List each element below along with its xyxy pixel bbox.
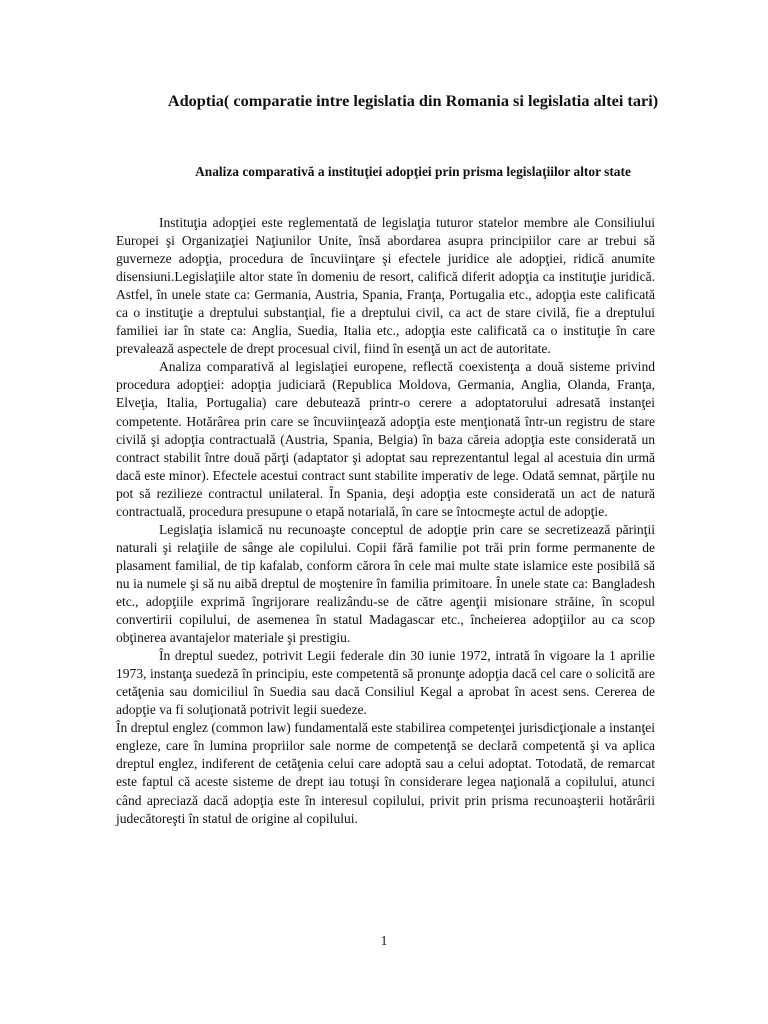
paragraph-english-law: În dreptul englez (common law) fundamentală este stabilirea competenţei jurisdicţionale a instanţei engleze, care în lumina propriilor sale norme de competenţă se declară competentă şi va aplica dreptul englez, indiferent de cetăţenia celui care adoptă sau a celui adoptat. Totodată, de remarcat este faptul că aceste sisteme de drept iau totuşi în considerare legea naţională a copilului, atunci când apreciază dacă adopţia este în interesul copilului, privit prin prisma recunoaşterii hotărârii judecătoreşti în statul de origine al copilului. bbox=[116, 720, 655, 826]
page-number: 1 bbox=[380, 933, 388, 948]
document-subtitle: Analiza comparativă a instituţiei adopţiei prin prisma legislaţiilor altor state bbox=[195, 164, 631, 179]
document-body bbox=[116, 214, 655, 828]
paragraph-european-comparison: Analiza comparativă al legislaţiei europene, reflectă coexistenţa a două sisteme privind procedura adopţiei: adopţia judiciară (Republica Moldova, Germania, Anglia, Olanda, Franţa, Elveţia, Italia, Portugalia) care debutează printr-o cerere a adoptatorului adresată instanţei competente. Hotărârea prin care se încuviinţează adopţia este menţionată într-un registru de stare civilă şi adopţia contractuală (Austria, Spania, Belgia) în baza căreia adopţia este considerată un contract stabilit între două părţi (adaptator şi adoptat sau reprezentantul legal al acestuia din urmă dacă este minor). Efectele acestui contract sunt stabilite imperativ de lege. Odată semnat, părţile nu pot să rezilieze contractul unilateral. În Spania, deşi adopţia este considerată un act de natură contractuală, procedura presupune o etapă notarială, în care se întocmeşte actul de adopţie. bbox=[116, 359, 655, 519]
paragraph-islamic-law: Legislaţia islamică nu recunoaşte conceptul de adopţie prin care se secretizează părinţii naturali şi relaţiile de sânge ale copilului. Copii fără familie pot trăi prin forme permanente de plasament familial, de tip kafalab, conform cărora în cele mai multe state islamice este posibilă să nu ia numele şi să nu aibă dreptul de moştenire în familia primitoare. În unele state ca: Bangladesh etc., adopţiile exprimă îngrijorare realizându-se de către agenţii misionare străine, în scopul convertirii copilului, de asemenea în statul Madagascar etc., încheierea adopţiilor au ca scop obţinerea avantajelor materiale şi prestigiu. bbox=[116, 521, 655, 646]
document-title: Adoptia( comparatie intre legislatia din Romania si legislatia altei tari) bbox=[167, 91, 659, 110]
paragraph-swedish-law: În dreptul suedez, potrivit Legii federale din 30 iunie 1972, intrată în vigoare la 1 aprilie 1973, instanţa suedeză în principiu, este competentă să pronunţe adopţia dacă cel care o solicită are cetăţenia sau domiciliul în Suedia sau dacă Consiliul Kegal a aprobat în acest sens. Cererea de adopţie va fi soluţionată potrivit legii suedeze. bbox=[116, 648, 655, 718]
paragraph-introduction: Instituţia adopţiei este reglementată de legislaţia tuturor statelor membre ale Consiliului Europei şi Organizaţiei Naţiunilor Unite, însă abordarea asupra principiilor care ar trebui să guverneze adopţia, procedura de încuviinţare şi efectele juridice ale adopţiei, ridică anumite disensiuni.Legislaţiile altor state în domeniu de resort, califică diferit adopţia ca instituţie juridică. Astfel, în unele state ca: Germania, Austria, Spania, Franţa, Portugalia etc., adopţia este calificată ca o instituţie a dreptului substanţial, fie a dreptului civil, ca act de stare civilă, fie a dreptului familiei iar în state ca: Anglia, Suedia, Italia etc., adopţia este calificată ca o instituţie în care prevalează aspectele de drept procesual civil, fiind în esenţă un act de autoritate. bbox=[116, 215, 655, 357]
